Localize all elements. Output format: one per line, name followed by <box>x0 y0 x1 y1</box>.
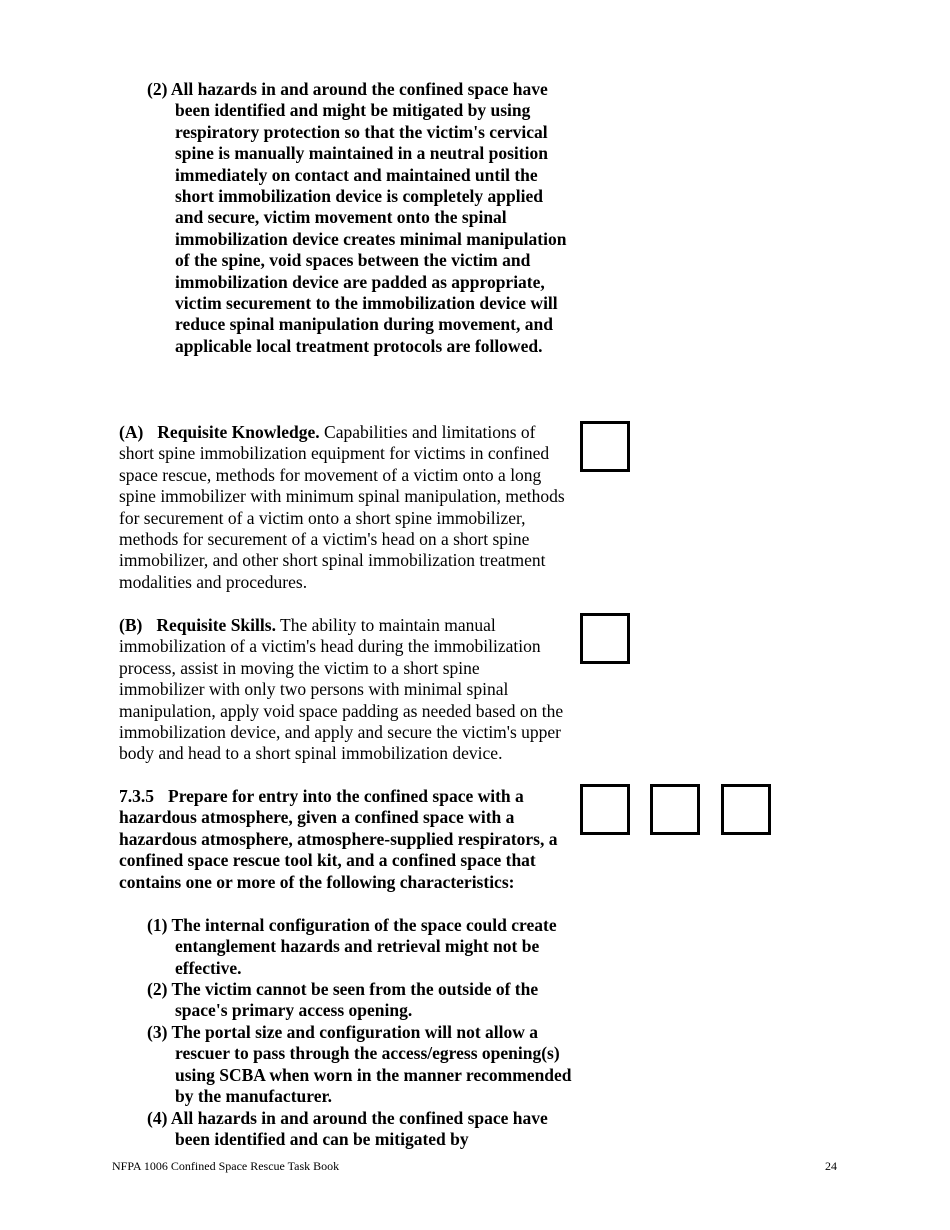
list-item <box>147 915 572 979</box>
knowledge-text: Capabilities and limitations of short spine immobilization equipment for victims in confined space rescue, methods for movement of a victim onto a long spine immobilizer with minimum spinal manipulation, methods for securement of a victim onto a short spine immobilizer, methods for securement of a victim's head on a short spine immobilizer, and other short spinal immobilization treatment modalities and procedures. <box>119 422 565 592</box>
item-text: The victim cannot be seen from the outside of the space's primary access opening. <box>171 979 539 1021</box>
item-text: All hazards in and around the confined space have been identified and might be mitigated by using respiratory protection so that the victim's cervical spine is manually maintained in a neutral position immediately on contact and maintained until the short immobilization device is completely applied and secure, victim movement onto the spinal immobilization device creates minimal manipulation of the spine, void spaces between the victim and immobilization device are padded as appropriate, victim securement to the immobilization device will reduce spinal manipulation during movement, and applicable local treatment protocols are followed. <box>170 79 567 356</box>
item-text: The internal configuration of the space could create entanglement hazards and retrieval might not be effective. <box>171 915 557 978</box>
section-checkbox-1[interactable] <box>580 784 630 835</box>
item-marker: (2) <box>147 79 168 99</box>
section-7-3-5 <box>119 786 569 893</box>
item-marker: (4) <box>147 1108 168 1128</box>
requisite-skills <box>119 615 569 765</box>
list-item <box>147 1108 572 1151</box>
page-number: 24 <box>825 1159 837 1173</box>
list-item <box>147 1022 572 1108</box>
knowledge-letter: (A) <box>119 422 144 442</box>
skills-label: Requisite Skills. <box>156 615 276 635</box>
section-text: Prepare for entry into the confined space with a hazardous atmosphere, given a confined space with a hazardous atmosphere, atmosphere-supplied respirators, a confined space rescue tool kit, and a confined space that contains one or more of the following characteristics: <box>119 786 558 892</box>
item-marker: (3) <box>147 1022 168 1042</box>
list-item <box>147 979 572 1022</box>
knowledge-checkbox[interactable] <box>580 421 630 472</box>
item-text: The portal size and configuration will not allow a rescuer to pass through the access/egress opening(s) using SCBA when worn in the manner recommended by the manufacturer. <box>171 1022 572 1107</box>
section-number: 7.3.5 <box>119 786 154 806</box>
item-marker: (2) <box>147 979 168 999</box>
footer-title: NFPA 1006 Confined Space Rescue Task Book <box>112 1159 340 1173</box>
skills-text: The ability to maintain manual immobilization of a victim's head during the immobilization process, assist in moving the victim to a short spine immobilizer with only two persons with minimal spinal manipulation, apply void space padding as needed based on the immobilization device, and apply and secure the victim's upper body and head to a short spinal immobilization device. <box>119 615 564 764</box>
section-checkbox-3[interactable] <box>721 784 771 835</box>
item-marker: (1) <box>147 915 168 935</box>
top-list-item <box>147 79 572 357</box>
knowledge-label: Requisite Knowledge. <box>157 422 320 442</box>
requisite-knowledge <box>119 422 569 593</box>
skills-letter: (B) <box>119 615 143 635</box>
item-text: All hazards in and around the confined space have been identified and can be mitigated by <box>170 1108 548 1150</box>
section-checkbox-2[interactable] <box>650 784 700 835</box>
skills-checkbox[interactable] <box>580 613 630 664</box>
